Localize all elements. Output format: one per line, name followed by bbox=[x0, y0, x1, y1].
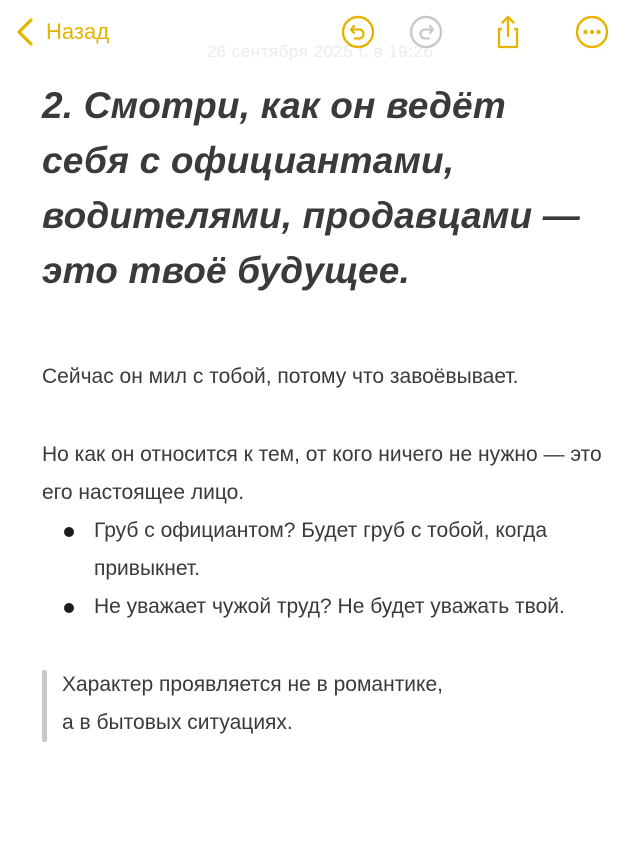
list-item-text: Груб с официантом? Будет груб с тобой, когда привыкнет. bbox=[94, 519, 548, 580]
quote-bar bbox=[42, 670, 47, 742]
undo-button[interactable] bbox=[340, 14, 376, 50]
bullet-dot bbox=[64, 527, 74, 537]
block-quote bbox=[42, 666, 602, 742]
quote-line: Характер проявляется не в романтике, bbox=[62, 673, 443, 696]
note-date: 26 сентября 2025 г. в 19:26 bbox=[206, 42, 434, 61]
list-item bbox=[42, 512, 602, 588]
list-item-text: Не уважает чужой труд? Не будет уважать твой. bbox=[94, 595, 565, 618]
redo-icon bbox=[408, 14, 444, 50]
note-title: 2. Смотри, как он ведёт себя с официантами, водителями, продавцами — это твоё будущее. bbox=[42, 85, 580, 291]
list-item bbox=[42, 588, 602, 626]
note-body[interactable] bbox=[42, 78, 602, 742]
undo-icon bbox=[340, 14, 376, 50]
paragraph-intro: Сейчас он мил с тобой, потому что завоёвывает. bbox=[42, 365, 519, 388]
share-button[interactable] bbox=[490, 14, 526, 50]
navigation-bar bbox=[0, 0, 640, 66]
redo-button[interactable] bbox=[408, 14, 444, 50]
quote-line: а в бытовых ситуациях. bbox=[62, 711, 293, 734]
back-button[interactable] bbox=[16, 14, 109, 50]
more-icon bbox=[574, 14, 610, 50]
paragraph-main: Но как он относится к тем, от кого ничего не нужно — это его настоящее лицо. bbox=[42, 443, 602, 504]
share-icon bbox=[490, 14, 526, 50]
chevron-left-icon bbox=[16, 17, 34, 47]
bullet-dot bbox=[64, 603, 74, 613]
back-label: Назад bbox=[46, 19, 110, 44]
bullet-list bbox=[42, 512, 602, 626]
more-button[interactable] bbox=[574, 14, 610, 50]
